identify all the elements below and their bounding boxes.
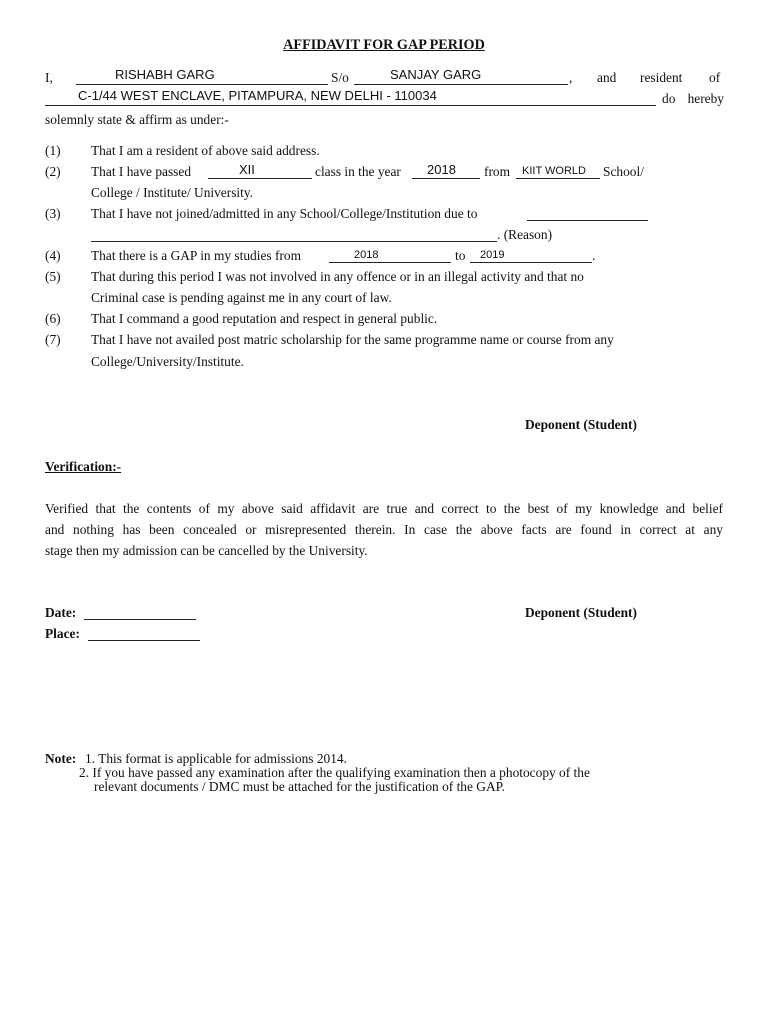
item-3-text: That I have not joined/admitted in any School/College/Institution due to bbox=[91, 206, 478, 221]
note-label: Note: bbox=[45, 751, 77, 766]
intro-comma: , bbox=[569, 70, 573, 85]
verification-line-1: Verified that the contents of my above said affidavit are true and correct to the best of my knowledge and belief bbox=[45, 501, 723, 516]
reason-field-line1[interactable] bbox=[527, 206, 648, 221]
item-2-school-label: School/ bbox=[603, 164, 644, 179]
deponent-signature-label-2: Deponent (Student) bbox=[525, 605, 637, 620]
item-5-number: (5) bbox=[45, 269, 61, 284]
note-item-2-continued: relevant documents / DMC must be attached for the justification of the GAP. bbox=[94, 779, 505, 794]
father-name-value: SANJAY GARG bbox=[390, 67, 482, 82]
gap-from-field[interactable] bbox=[329, 248, 451, 263]
gap-from-value: 2018 bbox=[354, 249, 379, 261]
item-5-text: That during this period I was not involved in any offence or in an illegal activity and that no bbox=[91, 269, 584, 284]
deponent-signature-label: Deponent (Student) bbox=[525, 417, 637, 432]
date-label: Date: bbox=[45, 605, 77, 620]
item-4-text: That there is a GAP in my studies from bbox=[91, 248, 301, 263]
son-of-label: S/o bbox=[331, 70, 349, 85]
item-4-end: . bbox=[592, 248, 596, 263]
verification-line-3: stage then my admission can be cancelled by the University. bbox=[45, 543, 368, 558]
item-2-text: That I have passed bbox=[91, 164, 192, 179]
passing-year-value: 2018 bbox=[427, 162, 456, 177]
gap-to-value: 2019 bbox=[480, 249, 505, 261]
document-title: AFFIDAVIT FOR GAP PERIOD bbox=[283, 37, 485, 53]
place-label: Place: bbox=[45, 626, 80, 641]
item-2-line2: College / Institute/ University. bbox=[91, 185, 254, 200]
item-1-text: That I am a resident of above said address. bbox=[91, 143, 320, 158]
intro-resident-label: resident bbox=[640, 70, 683, 85]
do-hereby-label: do hereby bbox=[662, 91, 724, 106]
item-5-line2: Criminal case is pending against me in any court of law. bbox=[91, 290, 392, 305]
item-7-line2: College/University/Institute. bbox=[91, 354, 244, 369]
reason-label: . (Reason) bbox=[497, 227, 553, 242]
date-field[interactable] bbox=[84, 605, 196, 620]
reason-field-line2[interactable] bbox=[91, 227, 497, 242]
note-item-2: 2. If you have passed any examination after the qualifying examination then a photocopy of the bbox=[79, 765, 590, 780]
class-field[interactable] bbox=[208, 164, 312, 179]
name-value: RISHABH GARG bbox=[115, 67, 215, 82]
item-3-number: (3) bbox=[45, 206, 61, 221]
address-value: C-1/44 WEST ENCLAVE, PITAMPURA, NEW DELHI - 110034 bbox=[78, 88, 437, 103]
item-7-text: That I have not availed post matric scholarship for the same programme name or course from any bbox=[91, 332, 614, 347]
solemnly-text: solemnly state & affirm as under:- bbox=[45, 112, 229, 127]
item-2-from-label: from bbox=[484, 164, 511, 179]
gap-to-label: to bbox=[455, 248, 466, 263]
intro-i-label: I, bbox=[45, 70, 53, 85]
place-field[interactable] bbox=[88, 626, 200, 641]
item-7-number: (7) bbox=[45, 332, 61, 347]
verification-heading: Verification:- bbox=[45, 459, 122, 474]
class-value: XII bbox=[239, 162, 255, 177]
item-1-number: (1) bbox=[45, 143, 61, 158]
item-2-mid-text: class in the year bbox=[315, 164, 401, 179]
school-value: KIIT WORLD bbox=[522, 165, 586, 177]
verification-line-2: and nothing has been concealed or misrepresented therein. In case the above facts are found in correct at any bbox=[45, 522, 723, 537]
item-4-number: (4) bbox=[45, 248, 61, 263]
intro-and-label: and bbox=[597, 70, 617, 85]
intro-of-label: of bbox=[709, 70, 721, 85]
item-6-number: (6) bbox=[45, 311, 61, 326]
note-item-1: 1. This format is applicable for admissions 2014. bbox=[85, 751, 347, 766]
item-6-text: That I command a good reputation and respect in general public. bbox=[91, 311, 438, 326]
item-2-number: (2) bbox=[45, 164, 61, 179]
